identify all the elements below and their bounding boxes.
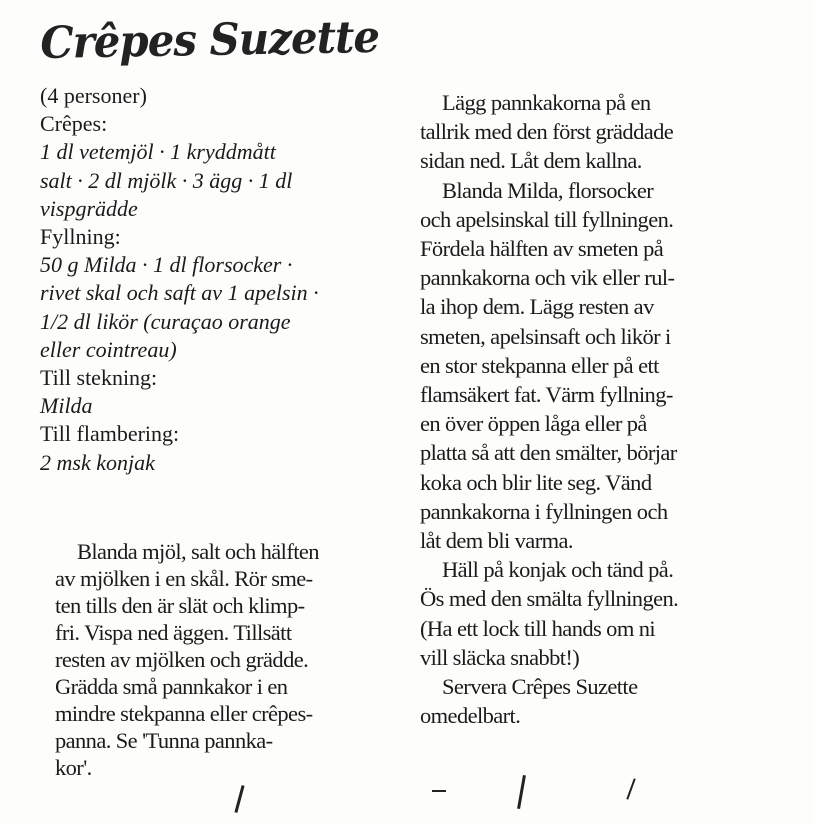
scan-mark [432,790,446,792]
method-line: tallrik med den först gräddade [420,119,674,145]
method-line: mindre stekpanna eller crêpes- [55,701,313,726]
method-line: panna. Se 'Tunna pannka- [55,728,273,753]
ingredient-heading: Crêpes: [40,111,108,137]
method-line: Ös med den smälta fyllningen. [420,586,679,612]
method-line: Häll på konjak och tänd på. [442,557,674,583]
method-line: Lägg pannkakorna på en [442,90,651,115]
ingredient-line: Milda [40,393,93,419]
method-line: kor'. [55,755,92,780]
method-line: (Ha ett lock till hands om ni [420,615,656,641]
ingredients-list [40,82,319,477]
method-line: en över öppen låga eller på [420,411,647,437]
method-line: smeten, apelsinsaft och likör i [420,323,671,349]
method-line: och apelsinskal till fyllningen. [420,206,674,232]
method-line: Grädda små pannkakor i en [55,674,288,699]
method-line: omedelbart. [420,703,521,729]
handwritten-title: Crêpes Suzette [40,11,380,69]
method-right-column [420,88,678,730]
ingredient-line: eller cointreau) [40,336,177,362]
method-line: koka och blir lite seg. Vänd [420,469,652,495]
method-line: låt dem bli varma. [420,528,573,554]
method-line: av mjölken i en skål. Rör sme- [55,566,313,591]
method-line: vill släcka snabbt!) [420,644,580,670]
ingredient-heading: Fyllning: [40,224,121,250]
ingredient-line: 50 g Milda · 1 dl florsocker · [40,252,293,278]
method-line: flamsäkert fat. Värm fyllning- [420,382,673,408]
ingredient-line: 1/2 dl likör (curaçao orange [40,308,291,334]
method-line: Fördela hälften av smeten på [420,236,664,262]
scan-mark [626,778,635,799]
ingredient-line: rivet skal och saft av 1 apelsin · [40,280,319,306]
method-line: ten tills den är slät och klimp- [55,593,305,618]
method-line: en stor stekpanna eller på ett [420,352,659,378]
scan-mark [234,785,244,813]
ingredient-heading: (4 personer) [40,83,147,108]
method-line: fri. Vispa ned äggen. Tillsätt [55,620,292,645]
ingredient-line: salt · 2 dl mjölk · 3 ägg · 1 dl [40,167,293,193]
method-line: pannkakorna i fyllningen och [420,498,668,524]
method-line: Blanda Milda, florsocker [442,177,654,203]
method-line: resten av mjölken och grädde. [55,647,309,672]
ingredient-line: 2 msk konjak [40,449,155,475]
method-line: Blanda mjöl, salt och hälften [77,539,319,564]
method-line: pannkakorna och vik eller rul- [420,265,675,291]
ingredient-heading: Till stekning: [40,365,158,391]
method-line: platta så att den smälter, börjar [420,440,677,466]
method-line: la ihop dem. Lägg resten av [420,294,654,320]
method-line: Servera Crêpes Suzette [442,674,638,700]
ingredient-heading: Till flambering: [40,421,180,447]
ingredient-line: vispgrädde [40,195,138,221]
scan-mark [517,775,526,809]
method-line: sidan ned. Låt dem kallna. [420,148,642,174]
ingredient-line: 1 dl vetemjöl · 1 kryddmått [40,139,276,165]
method-left-column [55,538,319,781]
